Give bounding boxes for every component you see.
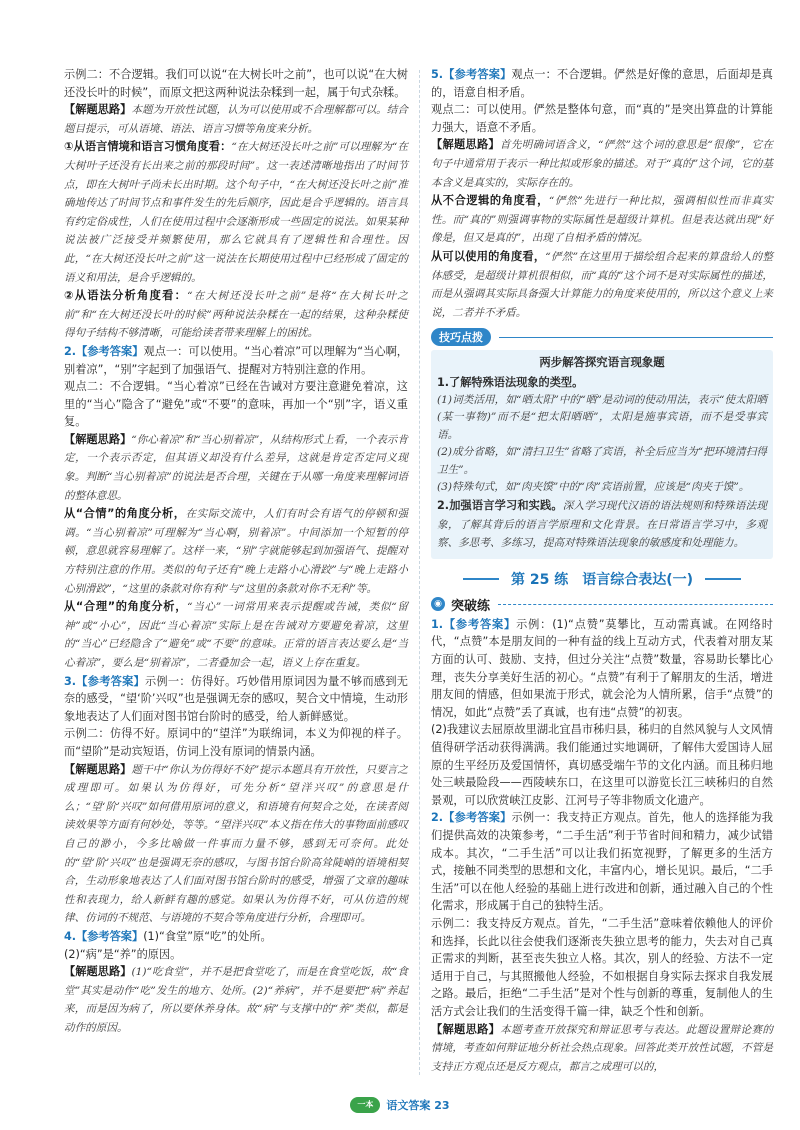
- tip-header: [431, 328, 773, 346]
- reference-answer-tag: 【参考答案】: [76, 929, 144, 943]
- point-one-paragraph: [64, 138, 408, 287]
- question-4-analysis-text: (1)“吃食堂”，并不是把食堂吃了，而是在食堂吃饭，故“食堂”其实是动作“吃”发生的地方、处所。(2)“养病”，并不是要把“病”养起来，而是因为病了，所以要休养身体。故“病”与支撑中的“养”类似，都是动作的原因。: [64, 966, 408, 1034]
- answer-2-b: 示例二：我支持反方观点。首先，“二手生活”意味着依赖他人的评价和选择，长此以往会使我们逐渐丧失独立思考的能力，失去对自己真正需求的判断，甚至丧失独立人格。其次，别人的经验、方法不一定适用于自己，与其照搬他人经验，不如根据自身实际去探求自我发展之路。最后，拒绝“二手生活”是对个性与创新的尊重，复制他人的生活方式会让我们的生活变得千篇一律，缺乏个性和创新。: [431, 916, 773, 1018]
- section-heading: [431, 595, 773, 614]
- question-5-answer: [431, 66, 773, 101]
- reference-answer-tag: 【参考答案】: [443, 617, 517, 631]
- analysis-label: 【解题思路】: [431, 1022, 501, 1036]
- reason-1-label: 从不合逻辑的角度看，: [431, 194, 549, 208]
- answer-2-analysis: [431, 1021, 773, 1077]
- question-4-analysis: [64, 963, 408, 1037]
- tip-step-1-a: (1)词类活用，如“晒太阳”中的“晒”是动词的使动用法，表示“使太阳晒(某一事物)”而不是“把太阳晒晒”，太阳是施事宾语，而不是受事宾语。: [437, 393, 767, 441]
- analysis-label: 【解题思路】: [64, 965, 132, 979]
- point-two-label: ②从语法分析角度看：: [64, 289, 188, 303]
- question-5-text: 观点一：不合逻辑。俨然是好像的意思，后面却是真的，语意自相矛盾。: [431, 68, 773, 99]
- answer-2: [431, 809, 773, 915]
- column-divider: [419, 70, 420, 1075]
- answer-2-analysis-text: 本题考查开放探究和辩证思考与表达。此题设置辩论赛的情境，考查如何辩证地分析社会热点现象。回答此类开放性试题，不管是支持正方观点还是反方观点，都言之成理可以的，: [431, 1023, 773, 1073]
- reason-1-text: 在实际交流中，人们有时会有语气的停顿和强调。“当心别着凉”可理解为“当心啊，别着凉”。中间添加一个短暂的停顿，意思就容易理解了。这样一来，“别”字就能够起到加强语气、提醒对方特别注意的作用。类似的句子还有“晚上走路小心滑跤”与“晚上走路小心别滑跤”，“这里的条款对你有利”与“这里的条款对你不无利”等。: [64, 508, 408, 595]
- section-divider: [498, 604, 773, 605]
- reason-2-text: “俨然”在这里用于描绘组合起来的算盘给人的整体感受，是超级计算机很相似，而“真的”这个词不是对实际属性的描述，而是从强调其实际具备强大计算能力的角度来使用的，所以这个意义上来说，二者并不矛盾。: [431, 250, 773, 319]
- question-2-answer-b: 观点二：不合逻辑。“当心着凉”已经在告诫对方要注意避免着凉，这里的“当心”隐含了“避免”或“不要”的意味，再加一个“别”字，语义重复。: [64, 380, 408, 429]
- question-3-answer: [64, 673, 408, 726]
- question-3-analysis-text: 题干中“你认为仿得好不好”提示本题具有开放性，只要言之成理即可。如果认为仿得好，可先分析“望洋兴叹”的意思是什么；“望‘阶’兴叹”如何借用原词的意义，和语境有何契合之处，在读者阅读效果等方面有何妙处，等等。“望洋兴叹”本义指在伟大的事物面前感叹自己的渺小，今多比喻做一件事而力量不够，感到无可奈何。此处的“望‘阶’兴叹”也是强调无奈的感叹，与图书馆台阶高耸陡峭的语境相契合，生动形象地表达了人们面对图书馆台阶时的感受，增强了文章的趣味性和表现力，给人新鲜有趣的感觉。如果认为仿得不好，可从仿造的规律、仿词的不规范、与语境的不契合等角度进行分析，合理即可。: [64, 763, 408, 925]
- question-3-answer-b: 示例二：仿得不好。原词中的“望洋”为联绵词，本义为仰视的样子。而“望阶”是动宾短语，仿词上没有原词的情景内涵。: [64, 727, 408, 758]
- question-2-reason-1: [64, 505, 408, 598]
- tip-badge: 技巧点拨: [431, 328, 491, 346]
- example-two-paragraph: 示例二：不合逻辑。我们可以说“在大树长叶之前”，也可以说“在大树还没长叶的时候”，而原文把这两种说法杂糅到一起，属于句式杂糅。: [64, 68, 408, 99]
- point-two-paragraph: [64, 287, 408, 343]
- analysis-label: 【解题思路】: [431, 138, 500, 152]
- question-5-analysis: [431, 136, 773, 192]
- reason-1-label: 从“合情”的角度分析，: [64, 507, 186, 521]
- answer-2-number: 2.: [431, 811, 444, 825]
- point-one-text: “在大树还没长叶之前”可以理解为“在大树叶子还没有长出来之前的那段时间”。这一表述清晰地指出了时间节点，即在大树叶子尚未长出时期。这个句子中，“在大树还没长叶之前”准确地传达了时间节点和事件发生的先后顺序，因此是合乎逻辑的。语言具有约定俗成性，人们在使用过程中会逐渐形成一些固定的说法。如果某种说法被广泛接受并频繁使用，那么它就具有了逻辑性和合理性。因此，“在大树还没长叶之前”这一说法在长期使用过程中已经形成了固定的语义和用法，是合乎逻辑的。: [64, 141, 408, 284]
- tip-step-1-heading: 1.了解特殊语法现象的类型。: [437, 375, 584, 389]
- answer-1-number: 1.: [431, 617, 444, 631]
- reason-2-label: 从可以使用的角度看，: [431, 249, 546, 263]
- question-2-reason-2: [64, 598, 408, 672]
- analysis-label: 【解题思路】: [64, 432, 132, 446]
- tip-step-1-b: (2)成分省略，如“清扫卫生”省略了宾语，补全后应当为“把环境清扫得卫生”。: [437, 446, 767, 476]
- lesson-bar-left: [463, 578, 499, 580]
- lesson-bar-right: [705, 578, 741, 580]
- question-4-answer: [64, 928, 408, 946]
- answer-2-text: 示例一：我支持正方观点。首先，他人的选择能为我们提供高效的决策参考，“二手生活”利于节省时间和精力，减少试错成本。其次，“二手生活”可以让我们拓宽视野，了解更多的生活方式，接触不同类型的思想和文化，丰富内心，增长见识。最后，“二手生活”可以在他人经验的基础上进行改进和创新，通过融入自己的个性化需求，形成属于自己的独特生活。: [431, 811, 773, 913]
- question-2-analysis: [64, 431, 408, 505]
- question-4-text: (1)“食堂”原“吃”的处所。: [143, 929, 272, 943]
- right-column: [431, 66, 773, 1076]
- left-column: [64, 66, 408, 1037]
- reference-answer-tag: 【参考答案】: [76, 674, 145, 688]
- reason-2-text: “当心”一词常用来表示提醒或告诫，类似“留神”或“小心”，因此“当心着凉”实际上是在告诫对方要避免着凉，这里的“当心”已经隐含了“避免”或“不要”的意味。正常的语言表达要么是“当心着凉”，要么是“别着凉”，二者叠加会一起，语义上存在重复。: [64, 601, 408, 669]
- question-5-number: 5.: [431, 68, 444, 81]
- reference-answer-tag: 【参考答案】: [443, 68, 512, 81]
- tip-step-2: [437, 497, 767, 553]
- brand-logo: 一本: [350, 1097, 380, 1113]
- analysis-text: 本题为开放性试题，认为可以使用或不合理解都可以。结合题目提示，可从语境、语法、语言习惯等角度来分析。: [64, 104, 408, 135]
- reason-2-label: 从“合理”的角度分析，: [64, 600, 188, 614]
- lesson-title: 第 25 练 语言综合表达(一): [510, 571, 694, 588]
- question-2-number: 2.: [64, 344, 77, 358]
- page-number: 语文答案 23: [386, 1099, 450, 1112]
- question-4-answer-b: (2)“病”是“养”的原因。: [64, 947, 182, 961]
- point-one-label: ①从语言情境和语言习惯角度看：: [64, 140, 232, 154]
- reason-1-text: “俨然”先进行一种比拟，强调相似性而非真实性。而“真的”则强调事物的实际属性是超级计算机。但是表达就出现“好像是，但又是真的”，出现了自相矛盾的情况。: [431, 195, 773, 245]
- answer-1: [431, 616, 773, 722]
- analysis-paragraph: [64, 101, 408, 138]
- answer-1-b: (2)我建议去屈原故里湖北宜昌市秭归县，秭归的自然风貌与人文风情值得研学活动获得满满。我们能通过实地调研，了解伟大爱国诗人屈原的生平经历及爱国情怀，真切感受端午节的文化内涵。而且秭归地处三峡最险段——西陵峡东口，在这里可以游览长江三峡秭归的自然景观，可以欣赏峡江皮影、江河号子等非物质文化遗产。: [431, 723, 773, 807]
- tip-step-2-text: 深入学习现代汉语的语法规则和特殊语法现象，了解其背后的语言学原理和文化背景。在日常语言学习中，多观察、多思考、多练习，提高对特殊语法现象的敏感度和处理能力。: [437, 500, 767, 550]
- section-title: 突破练: [451, 598, 491, 614]
- lesson-heading: [431, 569, 773, 589]
- question-5-analysis-text: 首先明确词语含义，“俨然”这个词的意思是“很像”，它在句子中通常用于表示一种比拟或形象的描述。对于“真的”这个词，它的基本含义是真实的，实际存在的。: [431, 139, 773, 189]
- answer-1-text: 示例：(1)“点赞”莫攀比，互动需真诚。在网络时代，“点赞”本是朋友间的一种有益的线上互动方式，代表着对朋友某方面的认可、鼓励、支持，但过分关注“点赞”数量，容易助长攀比心理，丧失分享美好生活的初心。“点赞”有利于了解朋友的生活，增进朋友间的情感，但如果流于形式，就会沦为人情所累，信手“点赞”的情况，如此“点赞”丢了真诚，也有违“点赞”的初衷。: [431, 617, 773, 719]
- tip-title: 两步解答探究语言现象题: [539, 355, 665, 370]
- tip-step-2-heading: 2.加强语言学习和实践。: [437, 499, 563, 513]
- question-5-reason-1: [431, 192, 773, 248]
- question-3-text: 示例一：仿得好。巧妙借用原词因为量不够而感到无奈的感受，“望‘阶’兴叹”也是强调无奈的感叹，契合文中情境，生动形象地表达了人们面对图书馆台阶时的感受，给人新鲜感觉。: [64, 674, 408, 723]
- question-5-reason-2: [431, 248, 773, 322]
- question-5-answer-b: 观点二：可以使用。俨然是整体句意，而“真的”是突出算盘的计算能力强大，语意不矛盾。: [431, 103, 773, 134]
- question-3-analysis: [64, 761, 408, 928]
- analysis-label: 【解题思路】: [64, 762, 132, 776]
- page-footer: [0, 1097, 800, 1113]
- question-2-answer: [64, 343, 408, 378]
- question-2-analysis-text: “你心着凉”和“当心别着凉”，从结构形式上看，一个表示肯定，一个表示否定，但其语义却没有什么差异，这就是肯定否定同义现象。判断“当心别着凉”的说法是否合理，关键在于从哪一角度来理解词语的整体意思。: [64, 433, 408, 502]
- question-4-number: 4.: [64, 929, 77, 943]
- target-icon: ◉: [431, 597, 445, 611]
- reference-answer-tag: 【参考答案】: [76, 344, 144, 358]
- analysis-label: 【解题思路】: [64, 103, 132, 117]
- reference-answer-tag: 【参考答案】: [443, 811, 512, 825]
- tip-divider: [499, 337, 773, 338]
- tip-step-1-c: (3)特殊句式，如“肉夹馍”中的“肉”宾语前置，应该是“肉夹于馍”。: [437, 481, 750, 494]
- point-two-text: “在大树还没长叶之前”是将“在大树长叶之前”和“在大树还没长叶的时候”两种说法杂糅在一起的结果，这种杂糅使得句子结构不够清晰，可能给读者带来理解上的困扰。: [64, 290, 408, 340]
- question-2-text: 观点一：可以使用。“当心着凉”可以理解为“当心啊，别着凉”，“别”字起到了加强语气、提醒对方特别注意的作用。: [64, 344, 408, 376]
- tip-box: [431, 350, 773, 559]
- question-3-number: 3.: [64, 674, 77, 688]
